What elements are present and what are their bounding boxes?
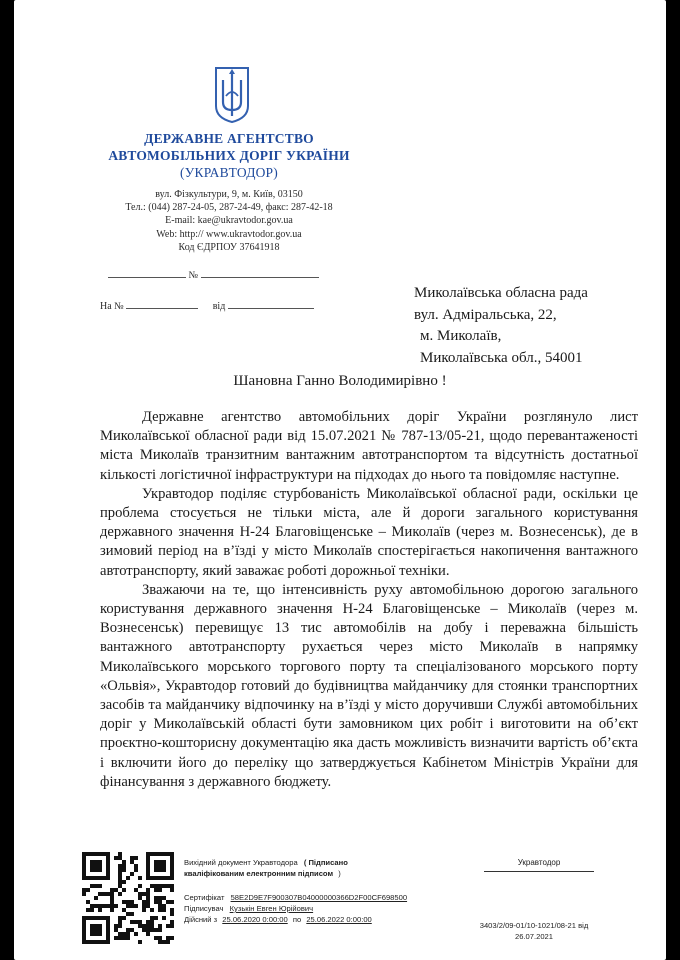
agency-name-line1: ДЕРЖАВНЕ АГЕНТСТВО — [144, 131, 314, 146]
ref-label: На № — [100, 301, 124, 312]
recipient-line4: Миколаївська обл., 54001 — [420, 349, 583, 366]
recipient-line3: м. Миколаїв, — [420, 328, 502, 344]
signature-cert-line — [184, 893, 407, 902]
signature-signed-line — [184, 869, 341, 878]
body-paragraph-2: Укравтодор поділяє стурбованість Миколаївської обласної ради, оскільки це проблема стосується не тільки міста, але й дороги загального користування державного значення Н-24 Благовіщенське – Миколаїв (через м. Вознесенськ), де в зимовий період на в’їзді у місто Миколаїв спостерігається накопичення вантажного автотранспорту, який заважає роботі дорожньої техніки. — [100, 485, 638, 579]
recipient-line2: вул. Адміральська, 22, — [414, 306, 557, 323]
agency-email: E-mail: kae@ukravtodor.gov.ua — [165, 215, 293, 227]
agency-phones: Тел.: (044) 287-24-05, 287-24-49, факс: 287-42-18 — [125, 202, 333, 214]
registration-divider — [484, 871, 594, 872]
valid-to-label: по — [292, 915, 302, 924]
registration-org-block — [484, 858, 594, 872]
signer-label: Підписувач — [184, 904, 224, 913]
signature-doc-line — [184, 858, 348, 867]
registration-number-block — [454, 920, 614, 942]
agency-address: вул. Фізкультури, 9, м. Київ, 03150 — [155, 189, 303, 200]
agency-code: Код ЄДРПОУ 37641918 — [178, 241, 280, 253]
agency-contacts — [94, 188, 364, 254]
recipient-block — [414, 283, 588, 369]
agency-name — [94, 130, 364, 181]
registration-number: 3403/2/09-01/10-1021/08-21 від — [479, 921, 589, 930]
cert-value: 58E2D9E7F900307B04000000366D2F00CF698500 — [230, 893, 408, 902]
signature-valid-line — [184, 915, 372, 924]
valid-label: Дійсний з — [184, 915, 218, 924]
valid-from: 25.06.2020 0:00:00 — [222, 915, 288, 924]
cert-label: Сертифікат — [184, 893, 225, 902]
reference-line — [100, 299, 314, 312]
letter-page — [14, 0, 666, 960]
signature-signed-line2: кваліфікованим електронним підписом — [184, 869, 334, 878]
greeting: Шановна Ганно Володимирівно ! — [233, 373, 447, 389]
reg-no-sign: № — [188, 270, 199, 281]
ref-from: від — [212, 301, 226, 312]
registration-date: 26.07.2021 — [514, 932, 553, 941]
signature-signer-line — [184, 904, 313, 913]
signer-value: Кузькін Евген Юрійович — [229, 904, 314, 913]
recipient-line1: Миколаївська обласна рада — [414, 285, 588, 301]
body-paragraph-1: Державне агентство автомобільних доріг України розглянуло лист Миколаївської обласної ради від 15.07.2021 № 787-13/05-21, щодо перевантаженості міста Миколаїв транзитним вантажним автотранспортом та відсутність достатньої кількості логістичної інфраструктури на підходах до нього та повідомляє наступне. — [100, 409, 638, 483]
signature-signed-line1: ( Підписано — [303, 858, 348, 867]
signature-signed-close: ) — [338, 869, 341, 878]
agency-web: Web: http:// www.ukravtodor.gov.ua — [156, 228, 302, 240]
qr-code-icon — [82, 852, 174, 944]
body-paragraph-3: Зважаючи на те, що інтенсивність руху автомобільною дорогою загального користування державного значення Н-24 Благовіщенське – Миколаїв (через м. Вознесенськ) перевищує 13 тис автомобілів на добу і переважна більшість вантажного автотранспорту рухається через місто Миколаїв в напрямку Миколаївського морського торгового порту та спеціалізованого морського порту «Ольвія», Укравтодор готовий до будівництва майданчику для стоянки транспортних засобів та майданчику відпочинку на в’їзді у місто доручивши Службі автомобільних доріг у Миколаївській області бути замовником цих робіт і виготовити на об’єкт проєктно-кошторисну документацію яка дасть можливість визначити вартість об’єкта і включити його до переліку що затверджується Кабінетом Міністрів України для фінансування з державного бюджету. — [100, 581, 638, 790]
agency-abbr: (УКРАВТОДОР) — [180, 165, 278, 180]
letter-body — [100, 408, 638, 792]
agency-name-line2: АВТОМОБІЛЬНИХ ДОРІГ УКРАЇНИ — [108, 148, 350, 163]
trident-emblem-icon — [214, 66, 250, 124]
registration-org: Укравтодор — [517, 858, 561, 867]
signature-doc-label: Вихідний документ Укравтодора — [184, 858, 298, 867]
valid-to: 25.06.2022 0:00:00 — [306, 915, 372, 924]
outgoing-reg-line — [108, 268, 319, 281]
